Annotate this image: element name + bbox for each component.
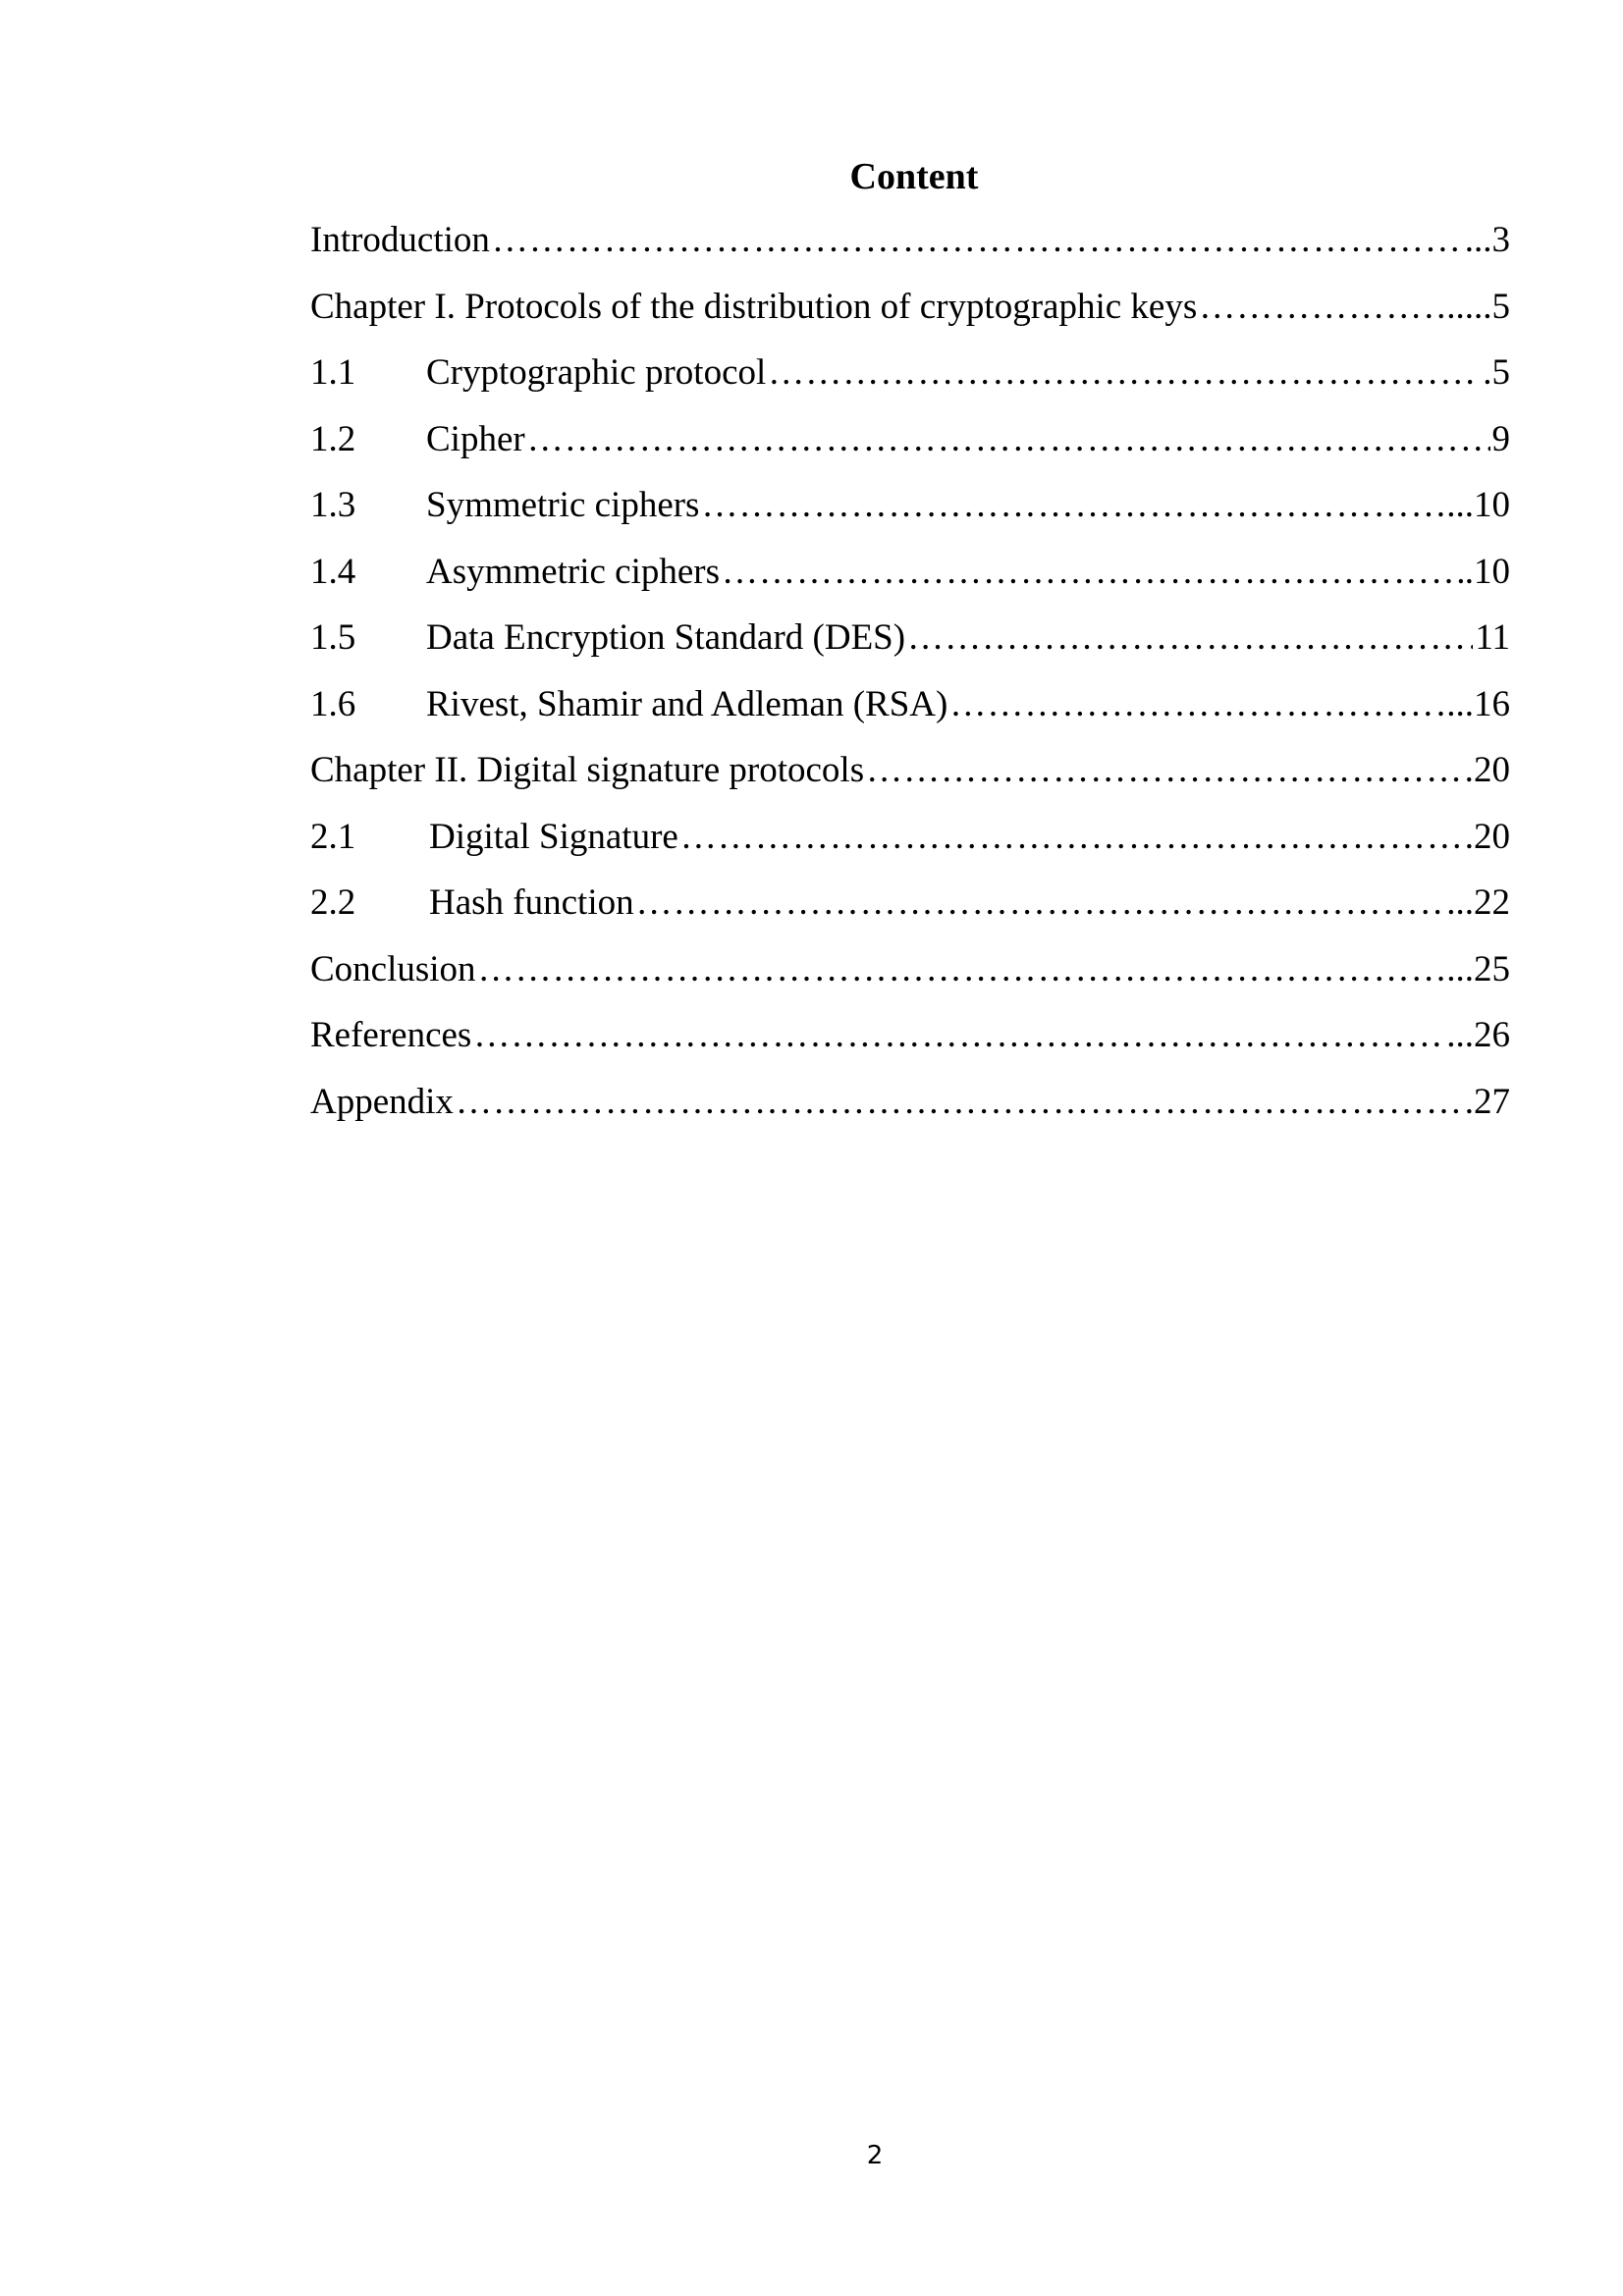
toc-entry-label: Chapter I. Protocols of the distribution of cryptographic keys: [310, 286, 1198, 327]
toc-entry-page: .5: [1483, 352, 1510, 393]
toc-entry-1-2[interactable]: [310, 417, 1510, 484]
toc-entry-label: Appendix: [310, 1081, 454, 1122]
toc-entry-page: ...16: [1446, 683, 1510, 724]
toc-entry-number: 1.4: [310, 551, 356, 592]
toc-entry-number: 1.2: [310, 418, 356, 459]
toc-entry-number: 1.3: [310, 485, 356, 525]
toc-entry-label: Data Encryption Standard (DES): [426, 617, 906, 658]
toc-entry-page: ...25: [1446, 948, 1510, 989]
toc-entry-number: 1.1: [310, 352, 356, 393]
toc-entry-page: .20: [1464, 816, 1510, 857]
toc-dot-leader: [722, 550, 1463, 595]
toc-entry-number: 2.2: [310, 882, 356, 923]
table-of-contents: [310, 218, 1510, 1146]
toc-entry-page: .....5: [1446, 286, 1510, 327]
toc-entry-number: 1.6: [310, 683, 356, 724]
toc-entry-page: ...26: [1446, 1015, 1510, 1055]
toc-entry-label: Asymmetric ciphers: [426, 551, 720, 592]
toc-dot-leader: [1199, 285, 1444, 330]
toc-entry-1-4[interactable]: [310, 550, 1510, 616]
toc-entry-label: Cipher: [426, 418, 525, 459]
toc-dot-leader: [473, 1013, 1444, 1058]
toc-entry-page: ...10: [1446, 485, 1510, 525]
toc-entry-references[interactable]: [310, 1013, 1510, 1080]
toc-entry-page: ...22: [1446, 882, 1510, 923]
toc-entry-label: Digital Signature: [429, 816, 678, 857]
toc-dot-leader: [701, 483, 1444, 528]
toc-entry-1-1[interactable]: [310, 350, 1510, 417]
toc-entry-label: References: [310, 1015, 472, 1055]
toc-dot-leader: [949, 682, 1444, 727]
toc-entry-label: Chapter II. Digital signature protocols: [310, 750, 865, 790]
toc-entry-label: Introduction: [310, 220, 490, 260]
toc-entry-2-2[interactable]: [310, 881, 1510, 947]
toc-dot-leader: [527, 417, 1490, 462]
toc-entry-1-6[interactable]: [310, 682, 1510, 749]
page-number: 2: [866, 2141, 884, 2170]
toc-entry-page: ...3: [1464, 220, 1510, 260]
toc-entry-label: Symmetric ciphers: [426, 485, 700, 525]
toc-entry-1-5[interactable]: [310, 615, 1510, 682]
toc-entry-label: Cryptographic protocol: [426, 352, 767, 393]
page-title: Content: [849, 156, 979, 197]
toc-entry-chapter-1[interactable]: [310, 285, 1510, 351]
toc-entry-1-3[interactable]: [310, 483, 1510, 550]
toc-dot-leader: [492, 218, 1463, 263]
toc-dot-leader: [866, 748, 1472, 793]
toc-entry-page: 9: [1491, 418, 1510, 459]
toc-entry-introduction[interactable]: [310, 218, 1510, 285]
toc-dot-leader: [907, 615, 1473, 661]
toc-dot-leader: [478, 947, 1445, 992]
toc-entry-2-1[interactable]: [310, 815, 1510, 881]
toc-entry-page: .10: [1464, 551, 1510, 592]
toc-entry-chapter-2[interactable]: [310, 748, 1510, 815]
toc-entry-page: 20: [1474, 750, 1510, 790]
toc-entry-label: Conclusion: [310, 948, 476, 989]
toc-entry-label: Rivest, Shamir and Adleman (RSA): [426, 683, 948, 724]
toc-dot-leader: [680, 815, 1463, 860]
toc-dot-leader: [768, 350, 1481, 396]
toc-entry-page: .27: [1464, 1081, 1510, 1122]
toc-entry-appendix[interactable]: [310, 1080, 1510, 1147]
toc-entry-conclusion[interactable]: [310, 947, 1510, 1014]
toc-entry-number: 2.1: [310, 816, 356, 857]
toc-entry-page: 11: [1475, 617, 1510, 658]
toc-dot-leader: [456, 1080, 1463, 1125]
toc-entry-number: 1.5: [310, 617, 356, 658]
toc-dot-leader: [636, 881, 1445, 926]
toc-entry-label: Hash function: [429, 882, 634, 923]
